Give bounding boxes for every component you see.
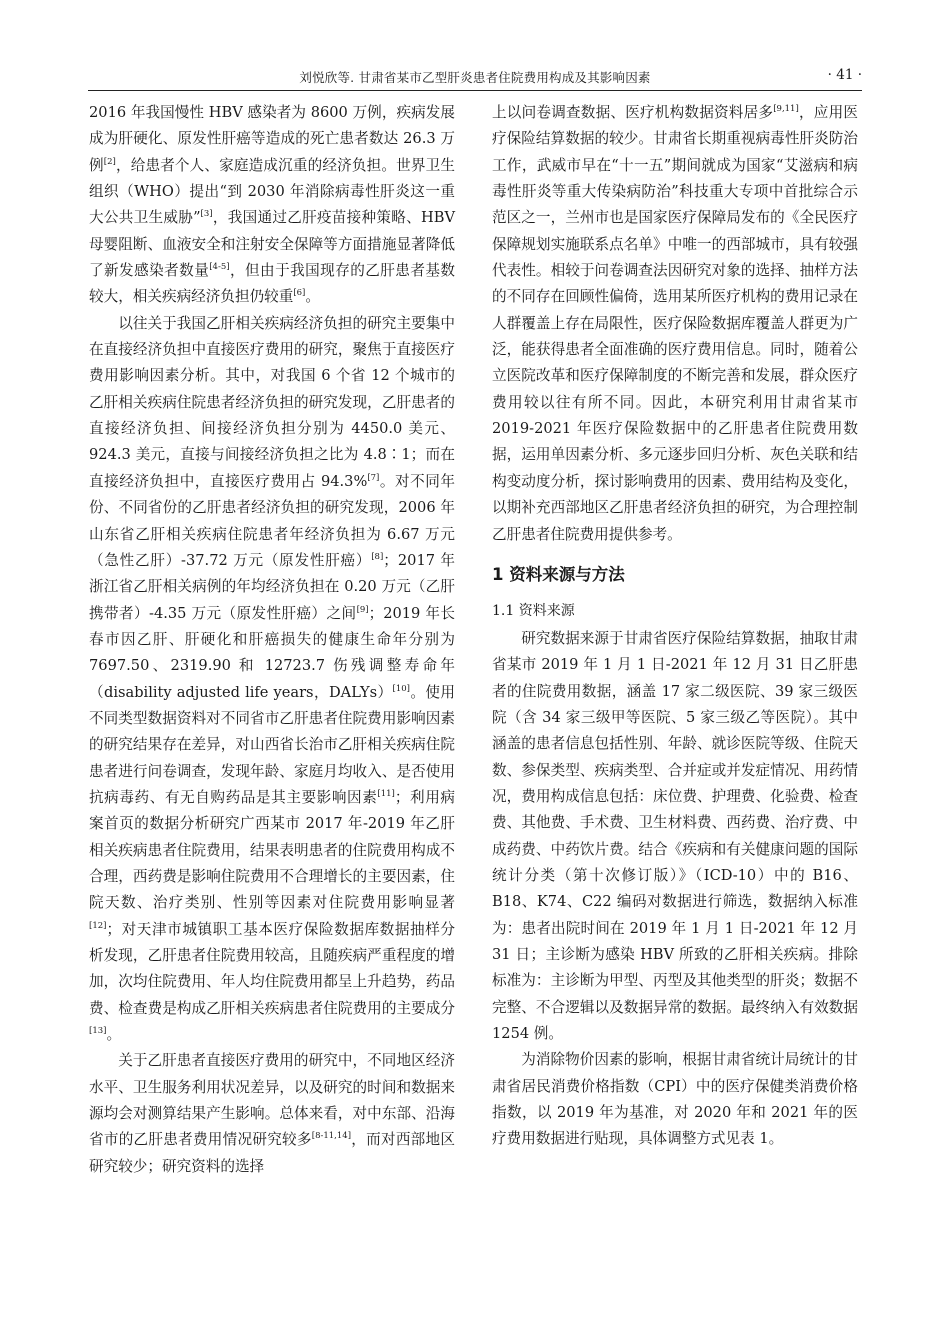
paragraph <box>492 100 858 548</box>
text-run: ；2017 年浙江省乙肝相关病例的年均经济负担在 0.20 万元（乙肝携带者）-4.35 万元（原发性肝癌）之间 <box>89 551 455 622</box>
citation-ref: [10] <box>392 683 410 694</box>
text-run: 关于乙肝患者直接医疗费用的研究中，不同地区经济水平、卫生服务利用状况差异，以及研究的时间和数据来源均会对测算结果产生影响。总体来看，对中东部、沿海省市的乙肝患者费用情况研究较多 <box>89 1052 455 1149</box>
paragraph <box>89 1048 455 1180</box>
right-column <box>492 100 858 1153</box>
paragraph <box>89 100 455 311</box>
citation-ref: [6] <box>293 288 306 299</box>
paragraph: 研究数据来源于甘肃省医疗保险结算数据，抽取甘肃省某市 2019 年 1 月 1 日-2021 年 12 月 31 日乙肝患者的住院费用数据，涵盖 17 家二级医院、39 家三级医院（含 34 家三级甲等医院、5 家三级乙等医院）。其中涵盖的患者信息包括性别、年龄、就诊医院等级、住院天数、参保类型、疾病类型、合并症或并发症情况、用药情况，费用构成信息包括：床位费、护理费、化验费、检查费、其他费、手术费、卫生材料费、西药费、治疗费、中成药费、中药饮片费。结合《疾病和有关健康问题的国际统计分类（第十次修订版）》（ICD-10）中的 B16、B18、K74、C22 编码对数据进行筛选，数据纳入标准为：患者出院时间在 2019 年 1 月 1 日-2021 年 12 月 31 日；主诊断为感染 HBV 所致的乙肝相关疾病。排除标准为：主诊断为甲型、丙型及其他类型的肝炎；数据不完整、不合逻辑以及数据异常的数据。最终纳入有效数据 1254 例。 <box>492 629 858 1042</box>
paragraph <box>89 311 455 1049</box>
section-title: 1 资料来源与方法 <box>492 564 625 584</box>
header-title: 刘悦欣等. 甘肃省某市乙型肝炎患者住院费用构成及其影响因素 <box>299 70 651 85</box>
subsection-title: 1.1 资料来源 <box>492 602 575 619</box>
citation-ref: [11] <box>377 789 395 800</box>
text-run: 。使用不同类型数据资料对不同省市乙肝患者住院费用影响因素的研究结果存在差异，对山西省长治市乙肝相关疾病住院患者进行问卷调查，发现年龄、家庭月均收入、是否使用抗病毒药、有无自购药品是其主要影响因素 <box>89 683 455 806</box>
left-column <box>89 100 455 1180</box>
citation-ref: [8] <box>371 551 384 562</box>
citation-ref: [9] <box>356 604 369 615</box>
text-run: 。 <box>106 1026 122 1044</box>
citation-ref: [8-11,14] <box>311 1131 352 1142</box>
text-run: ，我国通过乙肝疫苗接种策略、HBV 母婴阻断、血液安全和注射安全保障等方面措施显著降低了新发感染者数量 <box>89 209 455 280</box>
text-run: 。对不同年份、不同省份的乙肝患者经济负担的研究发现，2006 年山东省乙肝相关疾病住院患者年经济负担为 6.67 万元（急性乙肝）-37.72 万元（原发性肝癌） <box>89 472 455 569</box>
text-run: 以往关于我国乙肝相关疾病经济负担的研究主要集中在直接经济负担中直接医疗费用的研究，聚焦于直接医疗费用影响因素分析。其中，对我国 6 个省 12 个城市的乙肝相关疾病住院患者经济负担的研究发现，乙肝患者的直接经济负担、间接经济负担分别为 4450.0 美元、924.3 美元，直接与间接经济负担之比为 4.8∶1；而在直接经济负担中，直接医疗费用占 94.3% <box>89 314 455 490</box>
text-run: ；利用病案首页的数据分析研究广西某市 2017 年-2019 年乙肝相关疾病患者住院费用，结果表明患者的住院费用构成不合理，西药费是影响住院费用不合理增长的主要因素，住院天数、治疗类别、性别等因素对住院费用影响显著 <box>89 788 455 912</box>
text-run: 。 <box>305 288 320 306</box>
text-run: ，而对西部地区研究较少；研究资料的选择 <box>89 1131 455 1175</box>
citation-ref: [12] <box>89 920 107 931</box>
paragraph: 为消除物价因素的影响，根据甘肃省统计局统计的甘肃省居民消费价格指数（CPI）中的医疗保健类消费价格指数，以 2019 年为基准，对 2020 年和 2021 年的医疗费用数据进行贴现，具体调整方式见表 1。 <box>492 1051 858 1148</box>
text-run: 2016 年我国慢性 HBV 感染者为 8600 万例，疾病发展成为肝硬化、原发性肝癌等造成的死亡患者数达 26.3 万例 <box>89 104 455 174</box>
citation-ref: [2] <box>103 156 116 167</box>
citation-ref: [4-5] <box>209 262 230 273</box>
text-run: ，给患者个人、家庭造成沉重的经济负担。世界卫生组织（WHO）提出“到 2030 年消除病毒性肝炎这一重大公共卫生威胁” <box>89 156 455 227</box>
text-run: ；2019 年长春市因乙肝、肝硬化和肝癌损失的健康生命年分别为 7697.50、2319.90 和 12723.7 伤残调整寿命年（disability adjusted life years，DALYs） <box>89 604 455 701</box>
text-run: 上以问卷调查数据、医疗机构数据资料居多 <box>492 104 774 121</box>
page-number: · 41 · <box>827 67 862 83</box>
citation-ref: [7] <box>367 472 380 483</box>
citation-ref: [9,11] <box>773 104 799 115</box>
text-run: ；对天津市城镇职工基本医疗保险数据库数据抽样分析发现，乙肝患者住院费用较高，且随疾病严重程度的增加，次均住院费用、年人均住院费用都呈上升趋势，药品费、检查费是构成乙肝相关疾病患者住院费用的主要成分 <box>89 920 455 1017</box>
text-run: ，应用医疗保险结算数据的较少。甘肃省长期重视病毒性肝炎防治工作，武威市早在“十一五”期间就成为国家“艾滋病和病毒性肝炎等重大传染病防治”科技重大专项中首批综合示范区之一，兰州市也是国家医疗保障局发布的《全民医疗保障规划实施联系点名单》中唯一的西部城市，具有较强代表性。相较于问卷调查法因研究对象的选择、抽样方法的不同存在回顾性偏倚，选用某所医疗机构的费用记录在人群覆盖上存在局限性，医疗保险数据库覆盖人群更为广泛，能获得患者全面准确的医疗费用信息。同时，随着公立医院改革和医疗保障制度的不断完善和发展，群众医疗费用较以往有所不同。因此，本研究利用甘肃省某市 2019-2021 年医疗保险数据中的乙肝患者住院费用数据，运用单因素分析、多元逐步回归分析、灰色关联和结构变动度分析，探讨影响费用的因素、费用结构及变化，以期补充西部地区乙肝患者经济负担的研究，为合理控制乙肝患者住院费用提供参考。 <box>492 104 858 543</box>
running-header <box>88 64 862 91</box>
citation-ref: [3] <box>200 209 213 220</box>
text-run: ，但由于我国现存的乙肝患者基数较大，相关疾病经济负担仍较重 <box>89 262 455 306</box>
citation-ref: [13] <box>89 1026 107 1037</box>
